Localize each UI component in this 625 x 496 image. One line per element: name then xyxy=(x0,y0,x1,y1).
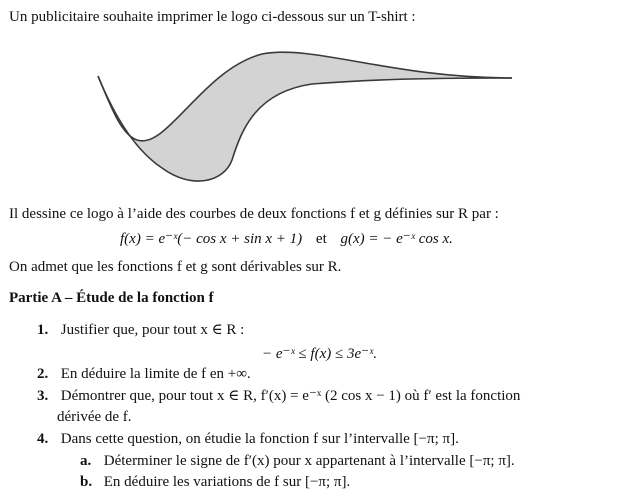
formula-g: g(x) = − e⁻ˣ cos x. xyxy=(340,231,453,247)
subquestion-text: Déterminer le signe de f′(x) pour x appartenant à l’intervalle [−π; π]. xyxy=(103,453,515,469)
question-number: 3. xyxy=(37,388,49,404)
question-3-continued: dérivée de f. xyxy=(57,409,132,425)
formula-f: f(x) = e⁻ˣ(− cos x + sin x + 1) xyxy=(120,231,303,247)
inequality: − e⁻ˣ ≤ f(x) ≤ 3e⁻ˣ. xyxy=(262,346,378,362)
question-4a xyxy=(80,452,515,470)
part-a-title: Partie A – Étude de la fonction f xyxy=(9,290,214,306)
question-text: Dans cette question, on étudie la fonction f sur l’intervalle [−π; π]. xyxy=(60,431,459,447)
formula-separator: et xyxy=(315,231,327,247)
intro-text: Un publicitaire souhaite imprimer le logo ci-dessous sur un T-shirt : xyxy=(9,9,416,25)
question-2 xyxy=(37,365,251,383)
question-number: 2. xyxy=(37,366,49,382)
question-4b xyxy=(80,473,350,491)
question-text: En déduire la limite de f en +∞. xyxy=(60,366,251,382)
definition-sentence: Il dessine ce logo à l’aide des courbes de deux fonctions f et g définies sur R par : xyxy=(9,206,499,222)
question-3 xyxy=(37,387,520,405)
subquestion-text: En déduire les variations de f sur [−π; π]. xyxy=(103,474,351,490)
logo-figure xyxy=(92,40,522,190)
logo-shaded-region xyxy=(98,52,512,181)
assumption-sentence: On admet que les fonctions f et g sont dérivables sur R. xyxy=(9,259,342,275)
question-number: 4. xyxy=(37,431,49,447)
question-text: Justifier que, pour tout x ∈ R : xyxy=(60,322,245,338)
formula-line xyxy=(120,230,453,248)
subquestion-letter: b. xyxy=(80,474,93,490)
question-text: Démontrer que, pour tout x ∈ R, f′(x) = e⁻ˣ (2 cos x − 1) où f′ est la fonction xyxy=(60,388,521,404)
subquestion-letter: a. xyxy=(80,453,92,469)
question-4 xyxy=(37,430,459,448)
question-1 xyxy=(37,321,244,339)
question-number: 1. xyxy=(37,322,49,338)
